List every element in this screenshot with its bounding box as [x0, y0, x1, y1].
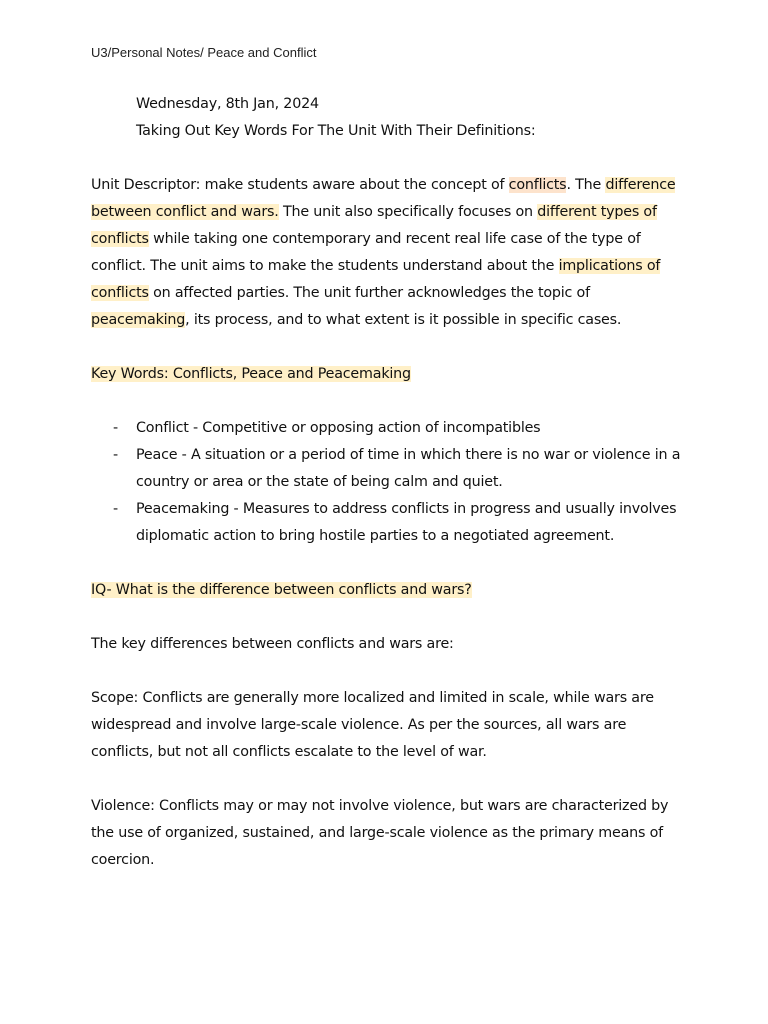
list-item-conflict: [91, 415, 691, 442]
unit-descriptor-text: The unit also specifically focuses on: [278, 204, 538, 220]
list-item-peacemaking: [91, 496, 691, 550]
highlight-types: different types of conflicts: [91, 204, 657, 247]
spacer: [91, 388, 691, 415]
unit-descriptor-text: while taking one contemporary and recent real life case of the type of conflict. The unit aims to make the students understand about the: [91, 231, 641, 274]
list-item-text: Conflict - Competitive or opposing action of incompatibles: [136, 420, 541, 436]
key-words-heading: Key Words: Conflicts, Peace and Peacemaking: [91, 366, 411, 382]
key-words-heading-line: [91, 361, 691, 388]
unit-descriptor-paragraph: [91, 172, 691, 334]
list-dash: -: [113, 447, 118, 463]
highlight-peacemaking: peacemaking: [91, 312, 186, 328]
list-item-text: Peace - A situation or a period of time in which there is no war or violence in a country or area or the state of being calm and quiet.: [136, 447, 681, 490]
iq-heading: IQ- What is the difference between conflicts and wars?: [91, 582, 472, 598]
key-words-list: [91, 415, 691, 550]
spacer: [91, 334, 691, 361]
spacer: [91, 604, 691, 631]
date-line: Wednesday, 8th Jan, 2024: [136, 96, 319, 112]
differences-intro: The key differences between conflicts and wars are:: [91, 636, 454, 652]
unit-descriptor-text: . The: [566, 177, 606, 193]
document-path-header: U3/Personal Notes/ Peace and Conflict: [91, 45, 317, 60]
violence-paragraph: Violence: Conflicts may or may not involve violence, but wars are characterized by the use of organized, sustained, and large-scale violence as the primary means of coercion.: [91, 798, 669, 868]
list-dash: -: [113, 420, 118, 436]
subtitle-line: Taking Out Key Words For The Unit With Their Definitions:: [136, 123, 536, 139]
iq-heading-line: [91, 577, 691, 604]
spacer: [91, 658, 691, 685]
unit-descriptor-text: Unit Descriptor: make students aware about the concept of: [91, 177, 509, 193]
list-item-text: Peacemaking - Measures to address conflicts in progress and usually involves diplomatic action to bring hostile parties to a negotiated agreement.: [136, 501, 677, 544]
spacer: [91, 550, 691, 577]
highlight-implications: implications of conflicts: [91, 258, 661, 301]
spacer: [91, 766, 691, 793]
spacer: [91, 145, 691, 172]
list-dash: -: [113, 501, 118, 517]
unit-descriptor-text: on affected parties. The unit further acknowledges the topic of: [148, 285, 590, 301]
highlight-conflicts: conflicts: [508, 177, 567, 193]
highlight-difference: difference between conflict and wars.: [91, 177, 676, 220]
document-body: [91, 91, 691, 874]
list-item-peace: [91, 442, 691, 496]
unit-descriptor-text: , its process, and to what extent is it possible in specific cases.: [185, 312, 622, 328]
scope-paragraph: Scope: Conflicts are generally more localized and limited in scale, while wars are widespread and involve large-scale violence. As per the sources, all wars are conflicts, but not all conflicts escalate to the level of war.: [91, 690, 654, 760]
